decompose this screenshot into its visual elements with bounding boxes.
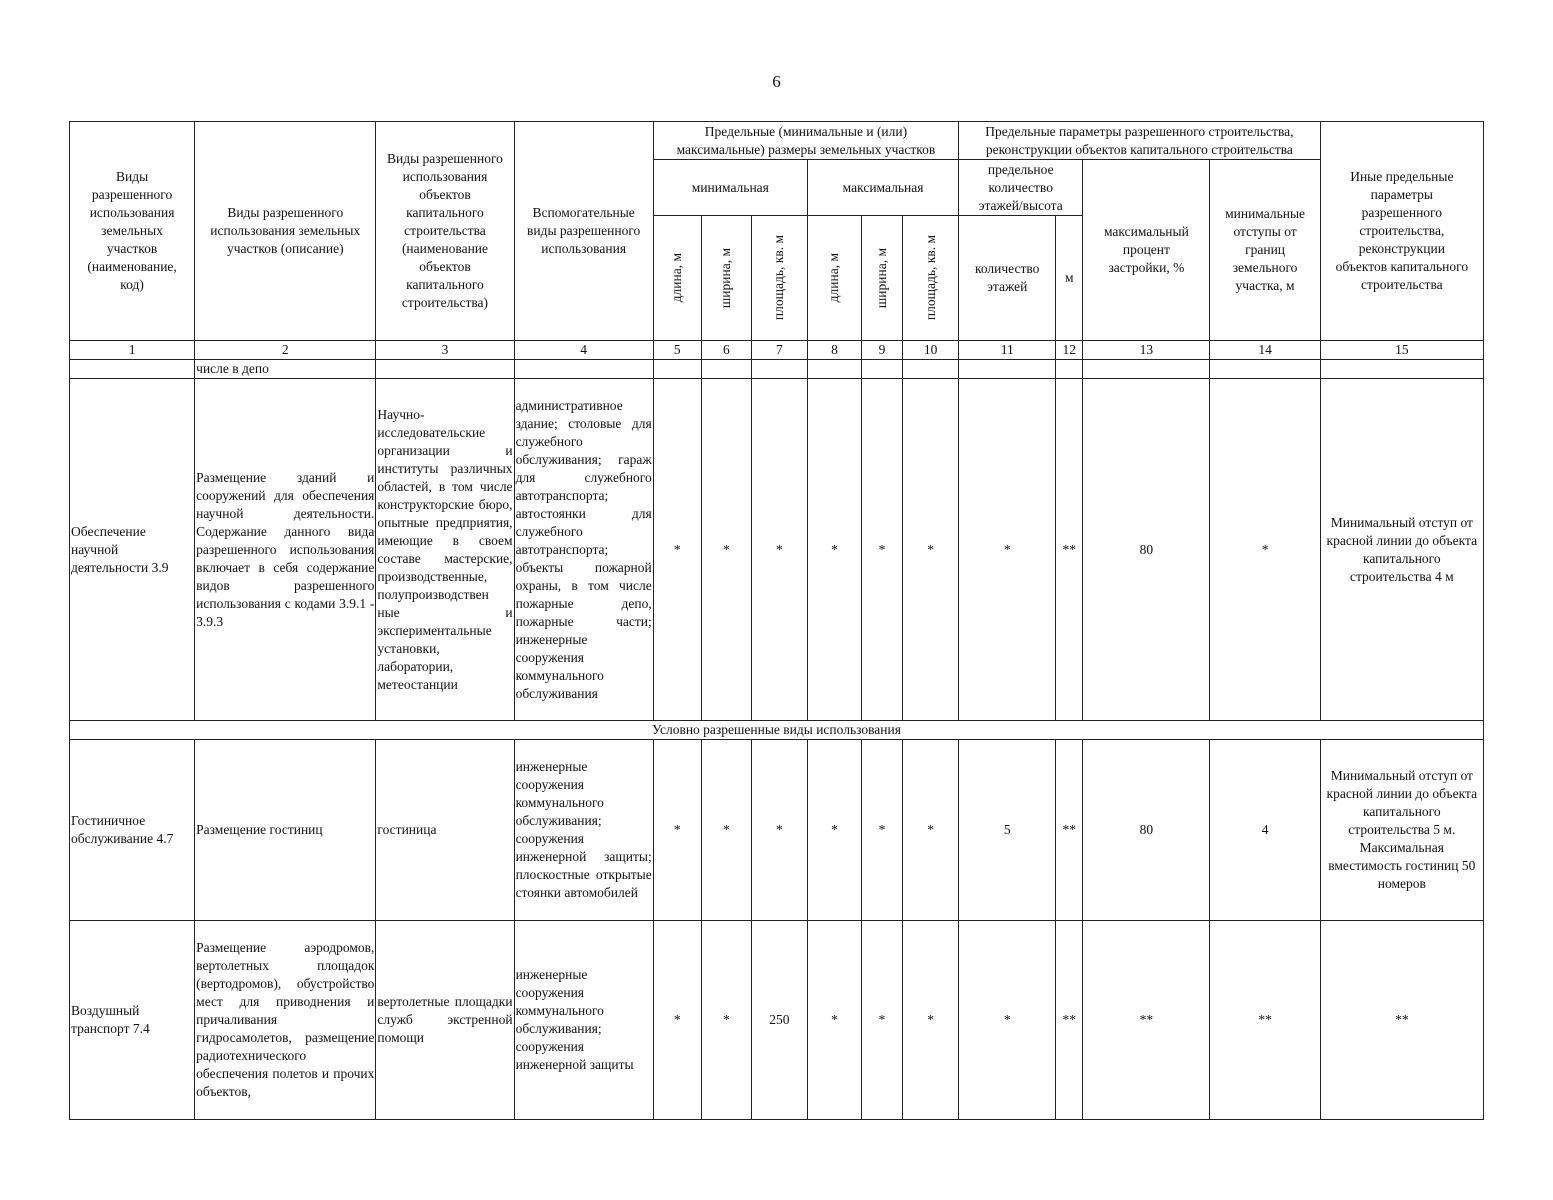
header-max-width: ширина, м [862, 216, 903, 341]
column-numbers-row: 1 2 3 4 5 6 7 8 9 10 11 12 13 14 15 [70, 341, 1484, 360]
header-plot-size-group: Предельные (минимальные и (или) максимальные) размеры земельных участков [653, 122, 958, 160]
row-other: Минимальный отступ от красной линии до объекта капитального строительства 5 м. Максимальная вместимость гостиниц 50 номеров [1320, 740, 1483, 921]
row-auxiliary: инженерные сооружения коммунального обслуживания; сооружения инженерной защиты; плоскостные открытые стоянки автомобилей [514, 740, 653, 921]
row-name: Обеспечение научной деятельности 3.9 [70, 379, 195, 721]
continuation-row [70, 360, 1484, 379]
header-min-width: ширина, м [701, 216, 751, 341]
row-objects: гостиница [376, 740, 514, 921]
row-description: Размещение аэродромов, вертолетных площадок (вертодромов), обустройство мест для приводнения и причаливания гидросамолетов, размещение радиотехнического обеспечения полетов и прочих объектов, [195, 921, 376, 1120]
header-floors: количество этажей [959, 216, 1056, 341]
header-capital-objects: Виды разрешенного использования объектов капитального строительства (наименование объектов капитального строительства) [376, 122, 514, 341]
header-max-percent: максимальный процент застройки, % [1083, 160, 1210, 341]
header-land-use-type: Виды разрешенного использования земельных участков (наименование, код) [70, 122, 195, 341]
table-row: Обеспечение научной деятельности 3.9 Размещение зданий и сооружений для обеспечения научной деятельности. Содержание данного вида разрешенного использования включает в себя содержание видов разрешенного использования с кодами 3.9.1 - 3.9.3 Научно-исследовательские организации и институты различных областей, в том числе конструкторские бюро, опытные предприятия, имеющие в своем составе мастерские, производственные, полупроизводствен ные и экспериментальные установки, лаборатории, метеостанции административное здание; столовые для служебного обслуживания; гараж для служебного автотранспорта; автостоянки для служебного автотранспорта; объекты пожарной охраны, в том числе пожарные депо, пожарные части; инженерные сооружения коммунального обслуживания * * * * * * * ** 80 * Минимальный отступ от красной линии до объекта капитального строительства 4 м [70, 379, 1484, 721]
section-title-row [70, 721, 1484, 740]
header-min-setback: минимальные отступы от границ земельного участка, м [1210, 160, 1320, 341]
header-minimum: минимальная [653, 160, 807, 216]
header-floors-height: предельное количество этажей/высота [959, 160, 1083, 216]
table-row: Воздушный транспорт 7.4 Размещение аэродромов, вертолетных площадок (вертодромов), обустройство мест для приводнения и причаливания гидросамолетов, размещение радиотехнического обеспечения полетов и прочих объектов, вертолетные площадки служб экстренной помощи инженерные сооружения коммунального обслуживания; сооружения инженерной защиты * * 250 * * * * ** ** ** ** [70, 921, 1484, 1120]
row-description: Размещение гостиниц [195, 740, 376, 921]
continuation-text: числе в депо [195, 360, 376, 379]
header-maximum: максимальная [807, 160, 958, 216]
header-min-area: площадь, кв. м [751, 216, 807, 341]
row-other: Минимальный отступ от красной линии до объекта капитального строительства 4 м [1320, 379, 1483, 721]
row-description: Размещение зданий и сооружений для обеспечения научной деятельности. Содержание данного вида разрешенного использования включает в себя содержание видов разрешенного использования с кодами 3.9.1 - 3.9.3 [195, 379, 376, 721]
row-objects: Научно-исследовательские организации и институты различных областей, в том числе конструкторские бюро, опытные предприятия, имеющие в своем составе мастерские, производственные, полупроизводствен ные и экспериментальные установки, лаборатории, метеостанции [376, 379, 514, 721]
header-description: Виды разрешенного использования земельных участков (описание) [195, 122, 376, 341]
header-max-area: площадь, кв. м [903, 216, 959, 341]
header-other-params: Иные предельные параметры разрешенного строительства, реконструкции объектов капитального строительства [1320, 122, 1483, 341]
table-row: Гостиничное обслуживание 4.7 Размещение гостиниц гостиница инженерные сооружения коммунального обслуживания; сооружения инженерной защиты; плоскостные открытые стоянки автомобилей * * * * * * 5 ** 80 4 Минимальный отступ от красной линии до объекта капитального строительства 5 м. Максимальная вместимость гостиниц 50 номеров [70, 740, 1484, 921]
header-meters: м [1056, 216, 1083, 341]
row-name: Воздушный транспорт 7.4 [70, 921, 195, 1120]
row-auxiliary: инженерные сооружения коммунального обслуживания; сооружения инженерной защиты [514, 921, 653, 1120]
header-max-length: длина, м [807, 216, 861, 341]
header-auxiliary: Вспомогательные виды разрешенного использования [514, 122, 653, 341]
row-other: ** [1320, 921, 1483, 1120]
section-title: Условно разрешенные виды использования [70, 721, 1484, 740]
land-use-table [69, 121, 1484, 1120]
page-number: 6 [772, 72, 781, 91]
row-auxiliary: административное здание; столовые для служебного обслуживания; гараж для служебного автотранспорта; автостоянки для служебного автотранспорта; объекты пожарной охраны, в том числе пожарные депо, пожарные части; инженерные сооружения коммунального обслуживания [514, 379, 653, 721]
row-name: Гостиничное обслуживание 4.7 [70, 740, 195, 921]
row-objects: вертолетные площадки служб экстренной помощи [376, 921, 514, 1120]
header-min-length: длина, м [653, 216, 701, 341]
header-construction-group: Предельные параметры разрешенного строительства, реконструкции объектов капитального строительства [959, 122, 1321, 160]
